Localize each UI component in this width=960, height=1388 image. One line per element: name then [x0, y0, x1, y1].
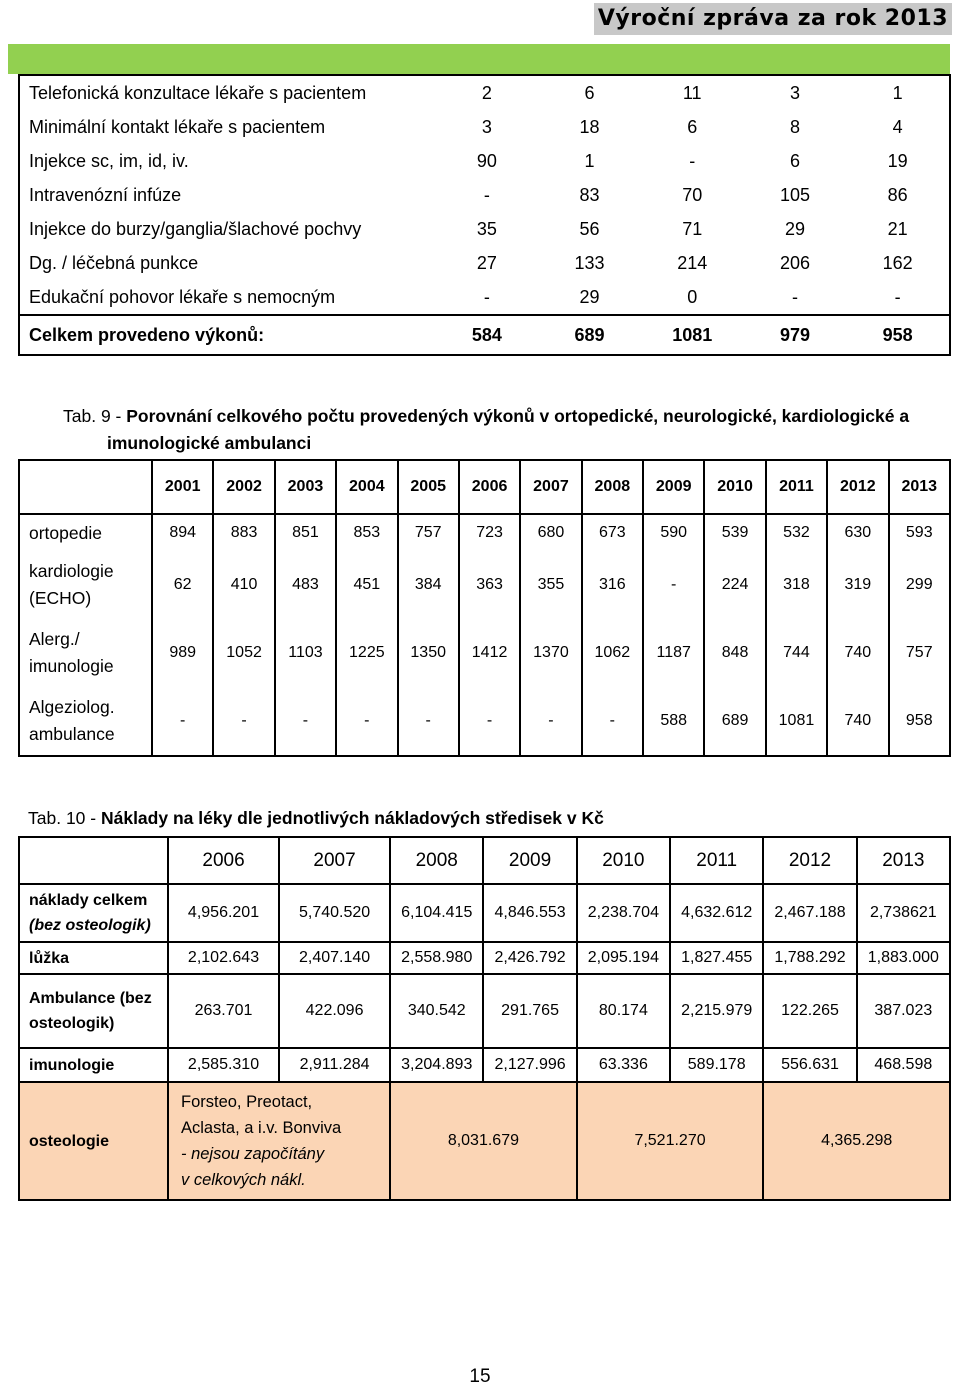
cell-value: - — [791, 286, 798, 307]
cell-value: 122.265 — [763, 974, 856, 1048]
year-header: 2004 — [336, 460, 397, 514]
total-value: 584 — [436, 315, 539, 355]
cell-value: 4,846.553 — [483, 884, 576, 942]
cell-value: 6 — [789, 150, 800, 171]
cell-value: 2,467.188 — [763, 884, 856, 942]
cell-value: 18 — [579, 116, 600, 137]
cell-value: 224 — [704, 551, 765, 619]
cell-value: 70 — [682, 184, 703, 205]
row-label — [19, 884, 168, 942]
row-label-line1: Alerg./ — [29, 629, 80, 649]
cell-value: 3,204.893 — [390, 1048, 483, 1082]
cell-value: - — [459, 687, 520, 756]
cell-value: - — [213, 687, 274, 756]
row-label-line2: (bez osteologik) — [29, 917, 151, 934]
table9-caption-line1: Porovnání celkového počtu provedených výkonů v ortopedické, neurologické, kardiologické a — [126, 406, 910, 426]
cell-value: 740 — [827, 687, 888, 756]
cell-value: 291.765 — [483, 974, 576, 1048]
table-row — [19, 514, 950, 551]
header-row — [19, 837, 950, 884]
cell-value: 363 — [459, 551, 520, 619]
row-label-line1: náklady celkem — [29, 892, 148, 909]
row-label-line1: kardiologie — [29, 561, 114, 581]
year-header: 2010 — [577, 837, 670, 884]
row-label-line1: imunologie — [29, 1056, 115, 1074]
total-value: 958 — [846, 315, 950, 355]
page-number: 15 — [469, 1366, 491, 1387]
table9-caption-line2: imunologické ambulanci — [107, 433, 312, 453]
year-header: 2008 — [582, 460, 643, 514]
row-label — [19, 974, 168, 1048]
note-line2: Aclasta, a i.v. Bonviva — [181, 1119, 342, 1137]
cell-value: 1187 — [643, 619, 704, 687]
cell-value: 588 — [643, 687, 704, 756]
cell-value: 318 — [766, 551, 827, 619]
cell-value: 2,738621 — [857, 884, 950, 942]
cell-value: 80.174 — [577, 974, 670, 1048]
cell-value: - — [275, 687, 336, 756]
cell-value: - — [483, 184, 490, 205]
cell-value: 2,102.643 — [168, 942, 279, 974]
year-header: 2006 — [168, 837, 279, 884]
osteologie-note — [168, 1082, 390, 1200]
cell-value: 35 — [476, 218, 497, 239]
table10-caption — [28, 805, 604, 831]
cell-value: 340.542 — [390, 974, 483, 1048]
cell-value: 2,585.310 — [168, 1048, 279, 1082]
table-row — [19, 110, 950, 144]
row-label-line1: ortopedie — [29, 522, 102, 543]
drug-costs-table — [18, 836, 951, 1201]
cell-value: 214 — [677, 252, 708, 273]
cell-value: 1 — [892, 82, 903, 103]
cell-value: 848 — [704, 619, 765, 687]
cell-value: - — [689, 150, 696, 171]
table-row — [19, 1048, 950, 1082]
cell-value: - — [483, 286, 490, 307]
cell-value: 1081 — [766, 687, 827, 756]
row-label — [19, 551, 152, 619]
table-row — [19, 212, 950, 246]
cell-value: 3 — [481, 116, 492, 137]
cell-value: 2 — [481, 82, 492, 103]
cell-value: 894 — [152, 514, 213, 551]
header-row — [19, 460, 950, 514]
table-row — [19, 687, 950, 756]
table-row — [19, 144, 950, 178]
header-green-bar — [8, 44, 950, 74]
cell-value: 1103 — [275, 619, 336, 687]
cell-value: 468.598 — [857, 1048, 950, 1082]
row-label — [19, 619, 152, 687]
cell-value: 387.023 — [857, 974, 950, 1048]
year-header: 2013 — [889, 460, 951, 514]
cell-value: 1370 — [520, 619, 581, 687]
row-label — [19, 1048, 168, 1082]
year-header: 2006 — [459, 460, 520, 514]
row-label-line2: ambulance — [29, 724, 115, 744]
cell-value: 1 — [584, 150, 595, 171]
cell-value: 532 — [766, 514, 827, 551]
cell-value: 299 — [889, 551, 951, 619]
cell-value: 2,238.704 — [577, 884, 670, 942]
cell-value: - — [582, 687, 643, 756]
year-header: 2009 — [643, 460, 704, 514]
cell-value: 3 — [789, 82, 800, 103]
row-label: Dg. / léčebná punkce — [29, 252, 199, 273]
row-label — [19, 687, 152, 756]
year-header: 2012 — [763, 837, 856, 884]
row-label-line1: Ambulance (bez — [29, 990, 152, 1007]
cell-value: 86 — [887, 184, 908, 205]
row-label: Edukační pohovor lékaře s nemocným — [29, 286, 336, 307]
cell-value: 2,215.979 — [670, 974, 763, 1048]
cell-value: 593 — [889, 514, 951, 551]
cell-value: 689 — [704, 687, 765, 756]
cell-value: 206 — [779, 252, 810, 273]
cell-value: 8,031.679 — [390, 1082, 577, 1200]
cell-value: - — [520, 687, 581, 756]
cell-value: - — [643, 551, 704, 619]
cell-value: 21 — [887, 218, 908, 239]
cell-value: 740 — [827, 619, 888, 687]
cell-value: 539 — [704, 514, 765, 551]
cell-value: 319 — [827, 551, 888, 619]
year-header: 2002 — [213, 460, 274, 514]
year-header: 2009 — [483, 837, 576, 884]
table-row — [19, 619, 950, 687]
total-row — [19, 315, 950, 355]
cell-value: 0 — [687, 286, 698, 307]
cell-value: 723 — [459, 514, 520, 551]
cell-value: 1350 — [398, 619, 459, 687]
cell-value: 355 — [520, 551, 581, 619]
table-row — [19, 75, 950, 110]
cell-value: 11 — [682, 82, 702, 103]
note-line3: - nejsou započítány — [181, 1145, 325, 1163]
table-row — [19, 974, 950, 1048]
cell-value: 316 — [582, 551, 643, 619]
cell-value: 1,788.292 — [763, 942, 856, 974]
cell-value: 853 — [336, 514, 397, 551]
row-label-line2: (ECHO) — [29, 588, 92, 608]
report-title: Výroční zpráva za rok 2013 — [594, 3, 952, 35]
cell-value: 6 — [687, 116, 698, 137]
cell-value: 451 — [336, 551, 397, 619]
cell-value: - — [336, 687, 397, 756]
row-label: osteologie — [19, 1082, 168, 1200]
procedures-table — [18, 74, 951, 356]
cell-value: 673 — [582, 514, 643, 551]
cell-value: - — [398, 687, 459, 756]
table-row — [19, 178, 950, 212]
cell-value: 4,365.298 — [763, 1082, 950, 1200]
cell-value: 263.701 — [168, 974, 279, 1048]
osteologie-row — [19, 1082, 950, 1200]
cell-value: 8 — [789, 116, 800, 137]
cell-value: 5,740.520 — [279, 884, 390, 942]
cell-value: 56 — [579, 218, 600, 239]
cell-value: 4,956.201 — [168, 884, 279, 942]
cell-value: 757 — [398, 514, 459, 551]
cell-value: 62 — [152, 551, 213, 619]
table10-caption-bold: Náklady na léky dle jednotlivých nákladových středisek v Kč — [100, 808, 604, 828]
year-header: 2007 — [520, 460, 581, 514]
cell-value: 1412 — [459, 619, 520, 687]
year-header: 2003 — [275, 460, 336, 514]
cell-value: 27 — [476, 252, 497, 273]
cell-value: 29 — [579, 286, 600, 307]
year-header: 2011 — [670, 837, 763, 884]
year-header: 2001 — [152, 460, 213, 514]
cell-value: 2,407.140 — [279, 942, 390, 974]
cell-value: 958 — [889, 687, 951, 756]
cell-value: 19 — [887, 150, 908, 171]
table-row — [19, 884, 950, 942]
cell-value: 851 — [275, 514, 336, 551]
year-header: 2007 — [279, 837, 390, 884]
note-line1: Forsteo, Preotact, — [181, 1093, 313, 1111]
table9-caption — [63, 403, 909, 429]
cell-value: 2,426.792 — [483, 942, 576, 974]
cell-value: 1,827.455 — [670, 942, 763, 974]
cell-value: 4 — [892, 116, 903, 137]
cell-value: 589.178 — [670, 1048, 763, 1082]
cell-value: 1225 — [336, 619, 397, 687]
cell-value: 757 — [889, 619, 951, 687]
cell-value: 989 — [152, 619, 213, 687]
row-label — [19, 942, 168, 974]
cell-value: 7,521.270 — [577, 1082, 764, 1200]
cell-value: 133 — [574, 252, 605, 273]
cell-value: 83 — [579, 184, 600, 205]
cell-value: 63.336 — [577, 1048, 670, 1082]
row-label: Injekce sc, im, id, iv. — [29, 150, 189, 171]
corner-cell — [19, 837, 168, 884]
table9-caption-prefix: Tab. 9 - — [63, 406, 127, 426]
cell-value: 1052 — [213, 619, 274, 687]
year-header: 2005 — [398, 460, 459, 514]
note-line4: v celkových nákl. — [181, 1171, 306, 1189]
total-value: 979 — [744, 315, 847, 355]
year-header: 2011 — [766, 460, 827, 514]
table10-caption-prefix: Tab. 10 - — [28, 808, 101, 828]
row-label: Intravenózní infúze — [29, 184, 182, 205]
cell-value: 744 — [766, 619, 827, 687]
row-label: Injekce do burzy/ganglia/šlachové pochvy — [29, 218, 362, 239]
comparison-table — [18, 459, 951, 757]
total-value: 1081 — [641, 315, 744, 355]
cell-value: 29 — [784, 218, 805, 239]
cell-value: 422.096 — [279, 974, 390, 1048]
row-label: Telefonická konzultace lékaře s pacientem — [29, 82, 367, 103]
corner-cell — [19, 460, 152, 514]
row-label-line2: osteologik) — [29, 1015, 115, 1032]
row-label-line1: lůžka — [29, 949, 70, 967]
cell-value: 1062 — [582, 619, 643, 687]
cell-value: 4,632.612 — [670, 884, 763, 942]
year-header: 2008 — [390, 837, 483, 884]
table-row — [19, 942, 950, 974]
cell-value: 162 — [882, 252, 913, 273]
cell-value: 556.631 — [763, 1048, 856, 1082]
cell-value: - — [894, 286, 901, 307]
cell-value: 1,883.000 — [857, 942, 950, 974]
cell-value: 2,127.996 — [483, 1048, 576, 1082]
cell-value: 90 — [476, 150, 497, 171]
cell-value: 883 — [213, 514, 274, 551]
cell-value: 680 — [520, 514, 581, 551]
table-row — [19, 246, 950, 280]
year-header: 2013 — [857, 837, 950, 884]
total-label: Celkem provedeno výkonů: — [19, 315, 436, 355]
row-label — [19, 514, 152, 551]
cell-value: 2,911.284 — [279, 1048, 390, 1082]
cell-value: 384 — [398, 551, 459, 619]
row-label-line1: Algeziolog. — [29, 697, 115, 717]
cell-value: 590 — [643, 514, 704, 551]
table-row — [19, 280, 950, 315]
year-header: 2012 — [827, 460, 888, 514]
table-row — [19, 551, 950, 619]
cell-value: 2,095.194 — [577, 942, 670, 974]
cell-value: 410 — [213, 551, 274, 619]
cell-value: 6,104.415 — [390, 884, 483, 942]
cell-value: 630 — [827, 514, 888, 551]
year-header: 2010 — [704, 460, 765, 514]
cell-value: 105 — [779, 184, 810, 205]
cell-value: 483 — [275, 551, 336, 619]
row-label: Minimální kontakt lékaře s pacientem — [29, 116, 326, 137]
cell-value: - — [152, 687, 213, 756]
cell-value: 6 — [584, 82, 595, 103]
cell-value: 71 — [682, 218, 703, 239]
row-label-line2: imunologie — [29, 656, 114, 676]
cell-value: 2,558.980 — [390, 942, 483, 974]
total-value: 689 — [538, 315, 641, 355]
